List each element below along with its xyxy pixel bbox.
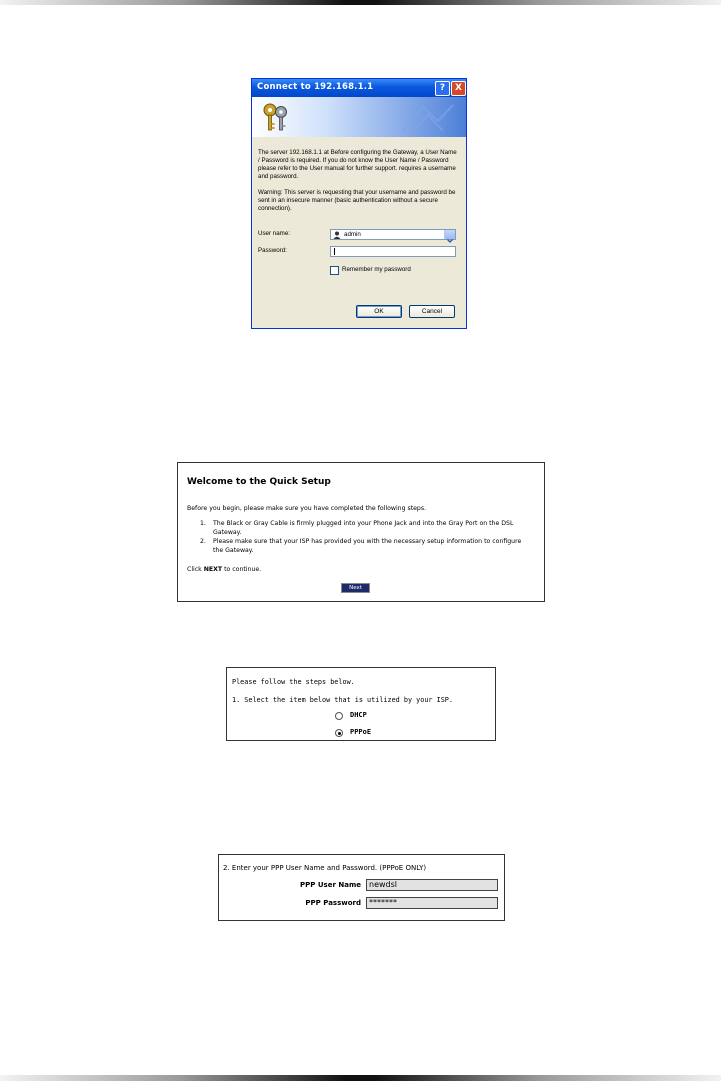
next-button[interactable]: Next	[341, 583, 370, 593]
password-input[interactable]	[330, 246, 456, 257]
header-rule	[0, 0, 721, 5]
isp-step: 1. Select the item below that is utilized by your ISP.	[232, 696, 453, 704]
dialog-message: The server 192.168.1.1 at Before configuring the Gateway, a User Name / Password is required. If you do not know the User Name / Password please refer to the User manual for further support. requires a username and password.	[258, 149, 457, 180]
ok-button[interactable]: OK	[356, 305, 402, 318]
username-label: User name:	[258, 230, 290, 237]
ppp-password-input[interactable]: *******	[366, 897, 498, 909]
quick-setup-panel	[177, 462, 545, 602]
pppoe-label[interactable]: PPPoE	[350, 728, 372, 736]
keys-icon	[260, 101, 292, 133]
continue-keyword: NEXT	[203, 566, 223, 573]
dhcp-radio[interactable]	[335, 712, 343, 720]
text-caret	[334, 248, 335, 255]
ppp-credentials-panel	[218, 854, 505, 921]
pppoe-radio[interactable]	[335, 729, 343, 737]
continue-instruction	[187, 566, 261, 573]
step-number: 2.	[200, 538, 206, 545]
step-text: Please make sure that your ISP has provided you with the necessary setup information to configure the Gateway.	[213, 538, 522, 554]
dialog-title-bar[interactable]	[252, 79, 466, 97]
user-icon	[333, 231, 341, 239]
isp-selection-panel	[226, 667, 496, 741]
footer-rule	[0, 1075, 721, 1081]
ppp-username-label: PPP User Name	[300, 881, 361, 889]
step-number: 1.	[200, 520, 206, 527]
continue-suffix: to continue.	[222, 566, 262, 573]
step-text: The Black or Gray Cable is firmly plugged into your Phone Jack and into the Gray Port on the DSL Gateway.	[213, 520, 514, 536]
quick-setup-title: Welcome to the Quick Setup	[187, 477, 331, 487]
ppp-password-label: PPP Password	[305, 899, 361, 907]
login-dialog	[251, 78, 467, 329]
help-button[interactable]: ?	[435, 81, 450, 96]
username-combo[interactable]	[330, 229, 456, 240]
cancel-button[interactable]: Cancel	[409, 305, 455, 318]
continue-prefix: Click	[187, 566, 204, 573]
password-label: Password:	[258, 247, 287, 254]
ppp-username-input[interactable]: newdsl	[366, 879, 498, 891]
remember-label[interactable]: Remember my password	[342, 266, 411, 273]
watermark-icon	[398, 101, 458, 137]
isp-instruction: Please follow the steps below.	[232, 678, 355, 686]
remember-checkbox[interactable]	[330, 266, 339, 275]
username-value: admin	[344, 231, 361, 238]
chevron-down-icon[interactable]	[444, 230, 455, 239]
quick-setup-intro: Before you begin, please make sure you have completed the following steps.	[187, 505, 427, 512]
dialog-banner	[252, 97, 466, 137]
ppp-heading: 2. Enter your PPP User Name and Password. (PPPoE ONLY)	[223, 864, 427, 872]
dhcp-label[interactable]: DHCP	[350, 711, 367, 719]
dialog-message-area	[258, 149, 460, 221]
dialog-warning: Warning: This server is requesting that your username and password be sent in an insecure manner (basic authentication without a secure connection).	[258, 189, 456, 212]
dialog-title: Connect to 192.168.1.1	[257, 82, 374, 92]
close-button[interactable]: X	[451, 81, 466, 96]
